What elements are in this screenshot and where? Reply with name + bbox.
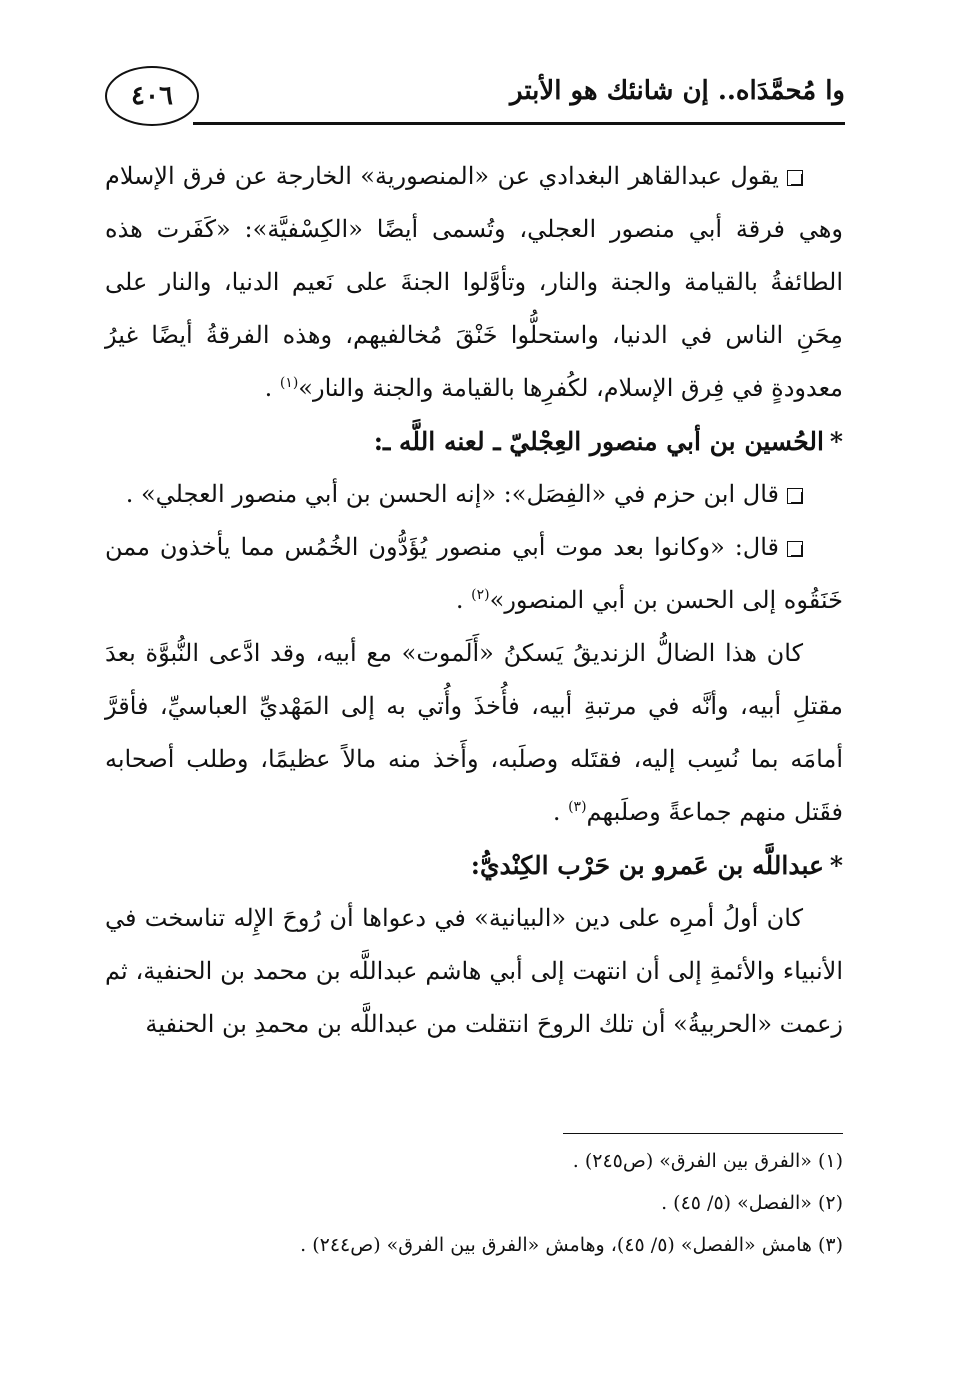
boxed-square-icon <box>787 541 803 557</box>
footnotes <box>143 1140 843 1266</box>
header-rule <box>193 122 845 125</box>
paragraph-4-text: كان هذا الضالُّ الزنديقُ يَسكنُ «أَلَموت» مع أبيه، وقد ادَّعى النُّبوَّة بعدَ مقتلِ أبيه، وأنَّه في مرتبةِ أبيه، فأُخذَ وأُتي به إلى المَهْديِّ العباسيِّ، فأقرَّ أمامَه بما نُسِب إليه، فقتَله وصلَبه، وأَخذ منه مالاً عظيمًا، وطلب أصحابه فقَتل منهم جماعةً وصلَبهم <box>105 639 843 826</box>
page-body <box>105 150 843 1051</box>
paragraph-3 <box>105 521 843 627</box>
paragraph-1-end: . <box>264 374 280 402</box>
paragraph-3-end: . <box>455 586 472 614</box>
footnote-1: (١) «الفرق بين الفرق» (ص٢٤٥) . <box>572 1150 843 1172</box>
footnote-ref-3: (٣) <box>568 799 587 815</box>
paragraph-5 <box>105 892 843 1051</box>
paragraph-4 <box>105 627 843 839</box>
asterisk-icon: * <box>829 851 843 880</box>
paragraph-1 <box>105 150 843 415</box>
paragraph-1-text: يقول عبدالقاهر البغدادي عن «المنصورية» الخارجة عن فرق الإسلام وهي فرقة أبي منصور العجلي، وتُسمى أيضًا «الكِسْفيَّة»: «كَفَرت هذه الطائفةُ بالقيامة والجنة والنار، وتأوَّلوا الجنةَ على نَعيم الدنيا، والنار على مِحَنِ الناس في الدنيا، واستحلُّوا خَنْقَ مُخالفيهم، وهذه الفرقةُ أيضًا غيرُ معدودةٍ في فِرق الإسلام، لكُفرِها بالقيامة والجنة والنار» <box>105 162 843 402</box>
page-number: ٤٠٦ <box>105 66 199 126</box>
footnote-rule <box>563 1133 843 1134</box>
section-heading-1 <box>105 415 843 468</box>
paragraph-3-text: قال: «وكانوا بعد موت أبي منصور يُؤَدُّون الخُمُس مما يأخذون ممن خَنَقُوه إلى الحسن بن أبي المنصور» <box>105 533 843 614</box>
paragraph-5-text: كان أولُ أمرِه على دين «البيانية» في دعواها أن رُوحَ الإِله تناسخت في الأنبياء والأئمةِ إلى أن انتهت إلى أبي هاشم عبداللَّه بن محمد بن الحنفية، ثم زعمت «الحربيةُ» أن تلك الروحَ انتقلت من عبداللَّه بن محمدِ بن الحنفية <box>105 904 843 1038</box>
paragraph-2 <box>105 468 843 521</box>
section-heading-2 <box>105 839 843 892</box>
asterisk-icon: * <box>829 427 843 456</box>
paragraph-4-end: . <box>552 798 569 826</box>
page-header <box>105 60 845 130</box>
footnote-3: (٣) هامش «الفصل» (٥/ ٤٥)، وهامش «الفرق بين الفرق» (ص٢٤٤) . <box>300 1234 843 1256</box>
section-heading-1-text: الحُسين بن أبي منصور العِجْليّ ـ لعنه اللَّه ـ: <box>373 427 824 456</box>
footnote-ref-1: (١) <box>279 375 299 391</box>
footnote-2: (٢) «الفصل» (٥/ ٤٥) . <box>661 1192 843 1214</box>
running-title: وا مُحمَّدَاه.. إن شانئك هو الأبتر <box>509 76 845 106</box>
boxed-square-icon <box>787 170 803 186</box>
boxed-square-icon <box>787 488 803 504</box>
section-heading-2-text: عبداللَّه بن عَمرو بن حَرْب الكِنْديُّ: <box>470 851 824 880</box>
footnote-ref-2: (٢) <box>471 587 490 603</box>
paragraph-2-text: قال ابن حزم في «الفِصَل»: «إنه الحسن بن أبي منصور العجلي» . <box>125 480 779 508</box>
